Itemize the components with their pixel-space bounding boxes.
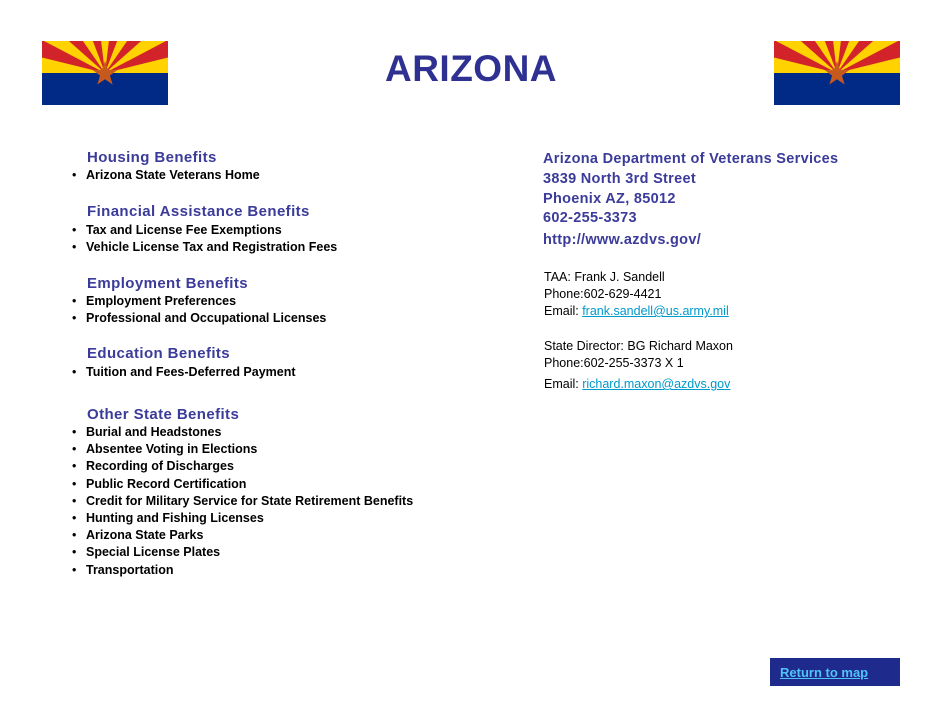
- agency-street: 3839 North 3rd Street: [543, 170, 696, 187]
- section-title-financial: Financial Assistance Benefits: [87, 203, 310, 220]
- email-label: Email:: [544, 304, 583, 318]
- financial-benefit-list: [72, 222, 337, 256]
- bullet: •: [72, 511, 77, 526]
- taa-phone: Phone:602-629-4421: [544, 287, 662, 301]
- director-email-link[interactable]: richard.maxon@azdvs.gov: [582, 377, 731, 391]
- taa-name: TAA: Frank J. Sandell: [544, 270, 665, 284]
- bullet: •: [72, 240, 77, 255]
- agency-name: Arizona Department of Veterans Services: [543, 151, 839, 167]
- list-item: • Tax and License Fee Exemptions: [72, 222, 337, 239]
- agency-phone: 602-255-3373: [543, 210, 637, 227]
- list-item: • Credit for Military Service for State Retirement Benefits: [72, 493, 413, 510]
- list-item: • Burial and Headstones: [72, 424, 413, 441]
- taa-email-row: [544, 303, 729, 320]
- bullet: •: [72, 562, 77, 577]
- bullet: •: [72, 425, 77, 439]
- return-to-map-button[interactable]: Return to map: [770, 658, 900, 686]
- bullet: •: [72, 528, 77, 543]
- list-item: • Recording of Discharges: [72, 458, 413, 475]
- list-item: • Tuition and Fees-Deferred Payment: [72, 364, 296, 381]
- director-phone: Phone:602-255-3373 X 1: [544, 356, 684, 370]
- bullet: •: [72, 493, 77, 508]
- director-email-row: [544, 376, 733, 393]
- education-benefit-list: [72, 364, 296, 381]
- bullet: •: [72, 476, 77, 491]
- taa-contact: [544, 269, 729, 320]
- page-title: ARIZONA: [384, 48, 558, 89]
- taa-email-link[interactable]: frank.sandell@us.army.mil: [582, 304, 729, 318]
- agency-contact-block: [543, 150, 838, 251]
- list-item: • Special License Plates: [72, 544, 413, 561]
- director-name: State Director: BG Richard Maxon: [544, 339, 733, 353]
- bullet: •: [72, 442, 77, 457]
- section-title-education: Education Benefits: [87, 345, 231, 362]
- list-item: • Transportation: [72, 562, 413, 579]
- list-item: • Public Record Certification: [72, 476, 413, 493]
- arizona-flag-icon-right: [774, 41, 900, 105]
- section-title-other: Other State Benefits: [87, 406, 240, 423]
- agency-website-link[interactable]: http://www.azdvs.gov/: [543, 232, 702, 249]
- list-item: • Employment Preferences: [72, 293, 326, 310]
- list-item: • Professional and Occupational Licenses: [72, 310, 326, 327]
- employment-benefit-list: [72, 293, 326, 327]
- bullet: •: [72, 459, 77, 474]
- bullet: •: [72, 545, 77, 560]
- other-benefit-list: [72, 424, 413, 579]
- agency-city: Phoenix AZ, 85012: [543, 190, 676, 207]
- email-label: Email:: [544, 377, 583, 391]
- housing-benefit-list: [72, 167, 260, 184]
- list-item: • Hunting and Fishing Licenses: [72, 510, 413, 527]
- bullet: •: [72, 168, 77, 182]
- section-title-housing: Housing Benefits: [87, 149, 217, 166]
- list-item: • Absentee Voting in Elections: [72, 441, 413, 458]
- bullet: •: [72, 223, 77, 237]
- list-item: • Arizona State Veterans Home: [72, 167, 260, 184]
- director-contact: [544, 338, 733, 393]
- list-item: • Arizona State Parks: [72, 527, 413, 544]
- bullet: •: [72, 311, 77, 326]
- bullet: •: [72, 294, 77, 308]
- bullet: •: [72, 365, 77, 379]
- list-item: • Vehicle License Tax and Registration Fees: [72, 239, 337, 256]
- section-title-employment: Employment Benefits: [87, 275, 248, 292]
